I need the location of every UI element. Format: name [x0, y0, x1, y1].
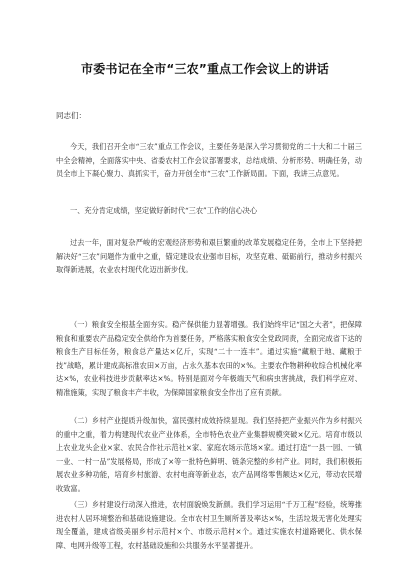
intro-paragraph: 今天，我们召开全市“三农”重点工作会议，主要任务是深入学习贯彻党的二十大和二十届三中全会精神，全面落实中央、省委农村工作会议部署要求，总结成绩、分析形势、明确任务，动员全市上下凝心聚力、真抓实干，奋力开创全市“三农”工作新局面。下面，我讲三点意见。 — [56, 142, 362, 178]
section-heading-1: 一、充分肯定成绩，坚定做好新时代“三农”工作的信心决心 — [70, 206, 258, 215]
section-1-paragraph: 过去一年，面对复杂严峻的宏观经济形势和艰巨繁重的改革发展稳定任务，全市上下坚持把解决好“三农”问题作为重中之重，锚定建设农业强市目标，攻坚克难、砥砺前行，推动乡村振兴取得新进展，农业农村现代化迈出新步伐。 — [56, 238, 362, 274]
document-title: 市委书记在全市“三农”重点工作会议上的讲话 — [81, 62, 329, 76]
salutation: 同志们： — [56, 111, 86, 120]
rural-industry-paragraph: （二）乡村产业提质升级加快，富民强村成效持续显现。我们坚持把产业振兴作为乡村振兴的重中之重，着力构建现代农业产业体系，全市特色农业产业集群规模突破×亿元。培育市级以上农业龙头企业×家、农民合作社示范社×家、家庭农场示范场×家。通过打造“一县一园、一镇一业、一村一品”发展格局，形成了×等一批特色鲜明、链条完整的乡村产业。同时，我们积极拓展农业多种功能，培育乡村旅游、农村电商等新业态，农产品网络零售额达×亿元，带动农民增收致富。 — [56, 416, 362, 493]
grain-security-paragraph: （一）粮食安全根基全面夯实。稳产保供能力显著增强。我们始终牢记“国之大者”，把保障粮食和重要农产品稳定安全供给作为首要任务，严格落实粮食安全党政同责，全面完成省下达的粮食生产目标任务，粮食总产量达×亿斤，实现“二十一连丰”。通过实施“藏粮于地、藏粮于技”战略，累计建成高标准农田×万亩，占永久基本农田的×%。主要农作物耕种收综合机械化率达×%，农业科技进步贡献率达×%。特别是面对今年极端天气和病虫害挑战，我们科学应对、精准施策，实现了粮食丰产丰收，为保障国家粮食安全作出了应有贡献。 — [56, 320, 362, 397]
rural-construction-paragraph: （三）乡村建设行动深入推进，农村面貌焕发新颜。我们学习运用“千万工程”经验，统筹推进农村人居环境整治和基础设施建设。全市农村卫生厕所普及率达×%，生活垃圾无害化处理实现全覆盖，建成省级美丽乡村示范村×个、市级示范村×个。通过实施农村道路硬化、供水保障、电网升级等工程，农村基础设施和公共服务水平显著提升。 — [56, 500, 362, 550]
